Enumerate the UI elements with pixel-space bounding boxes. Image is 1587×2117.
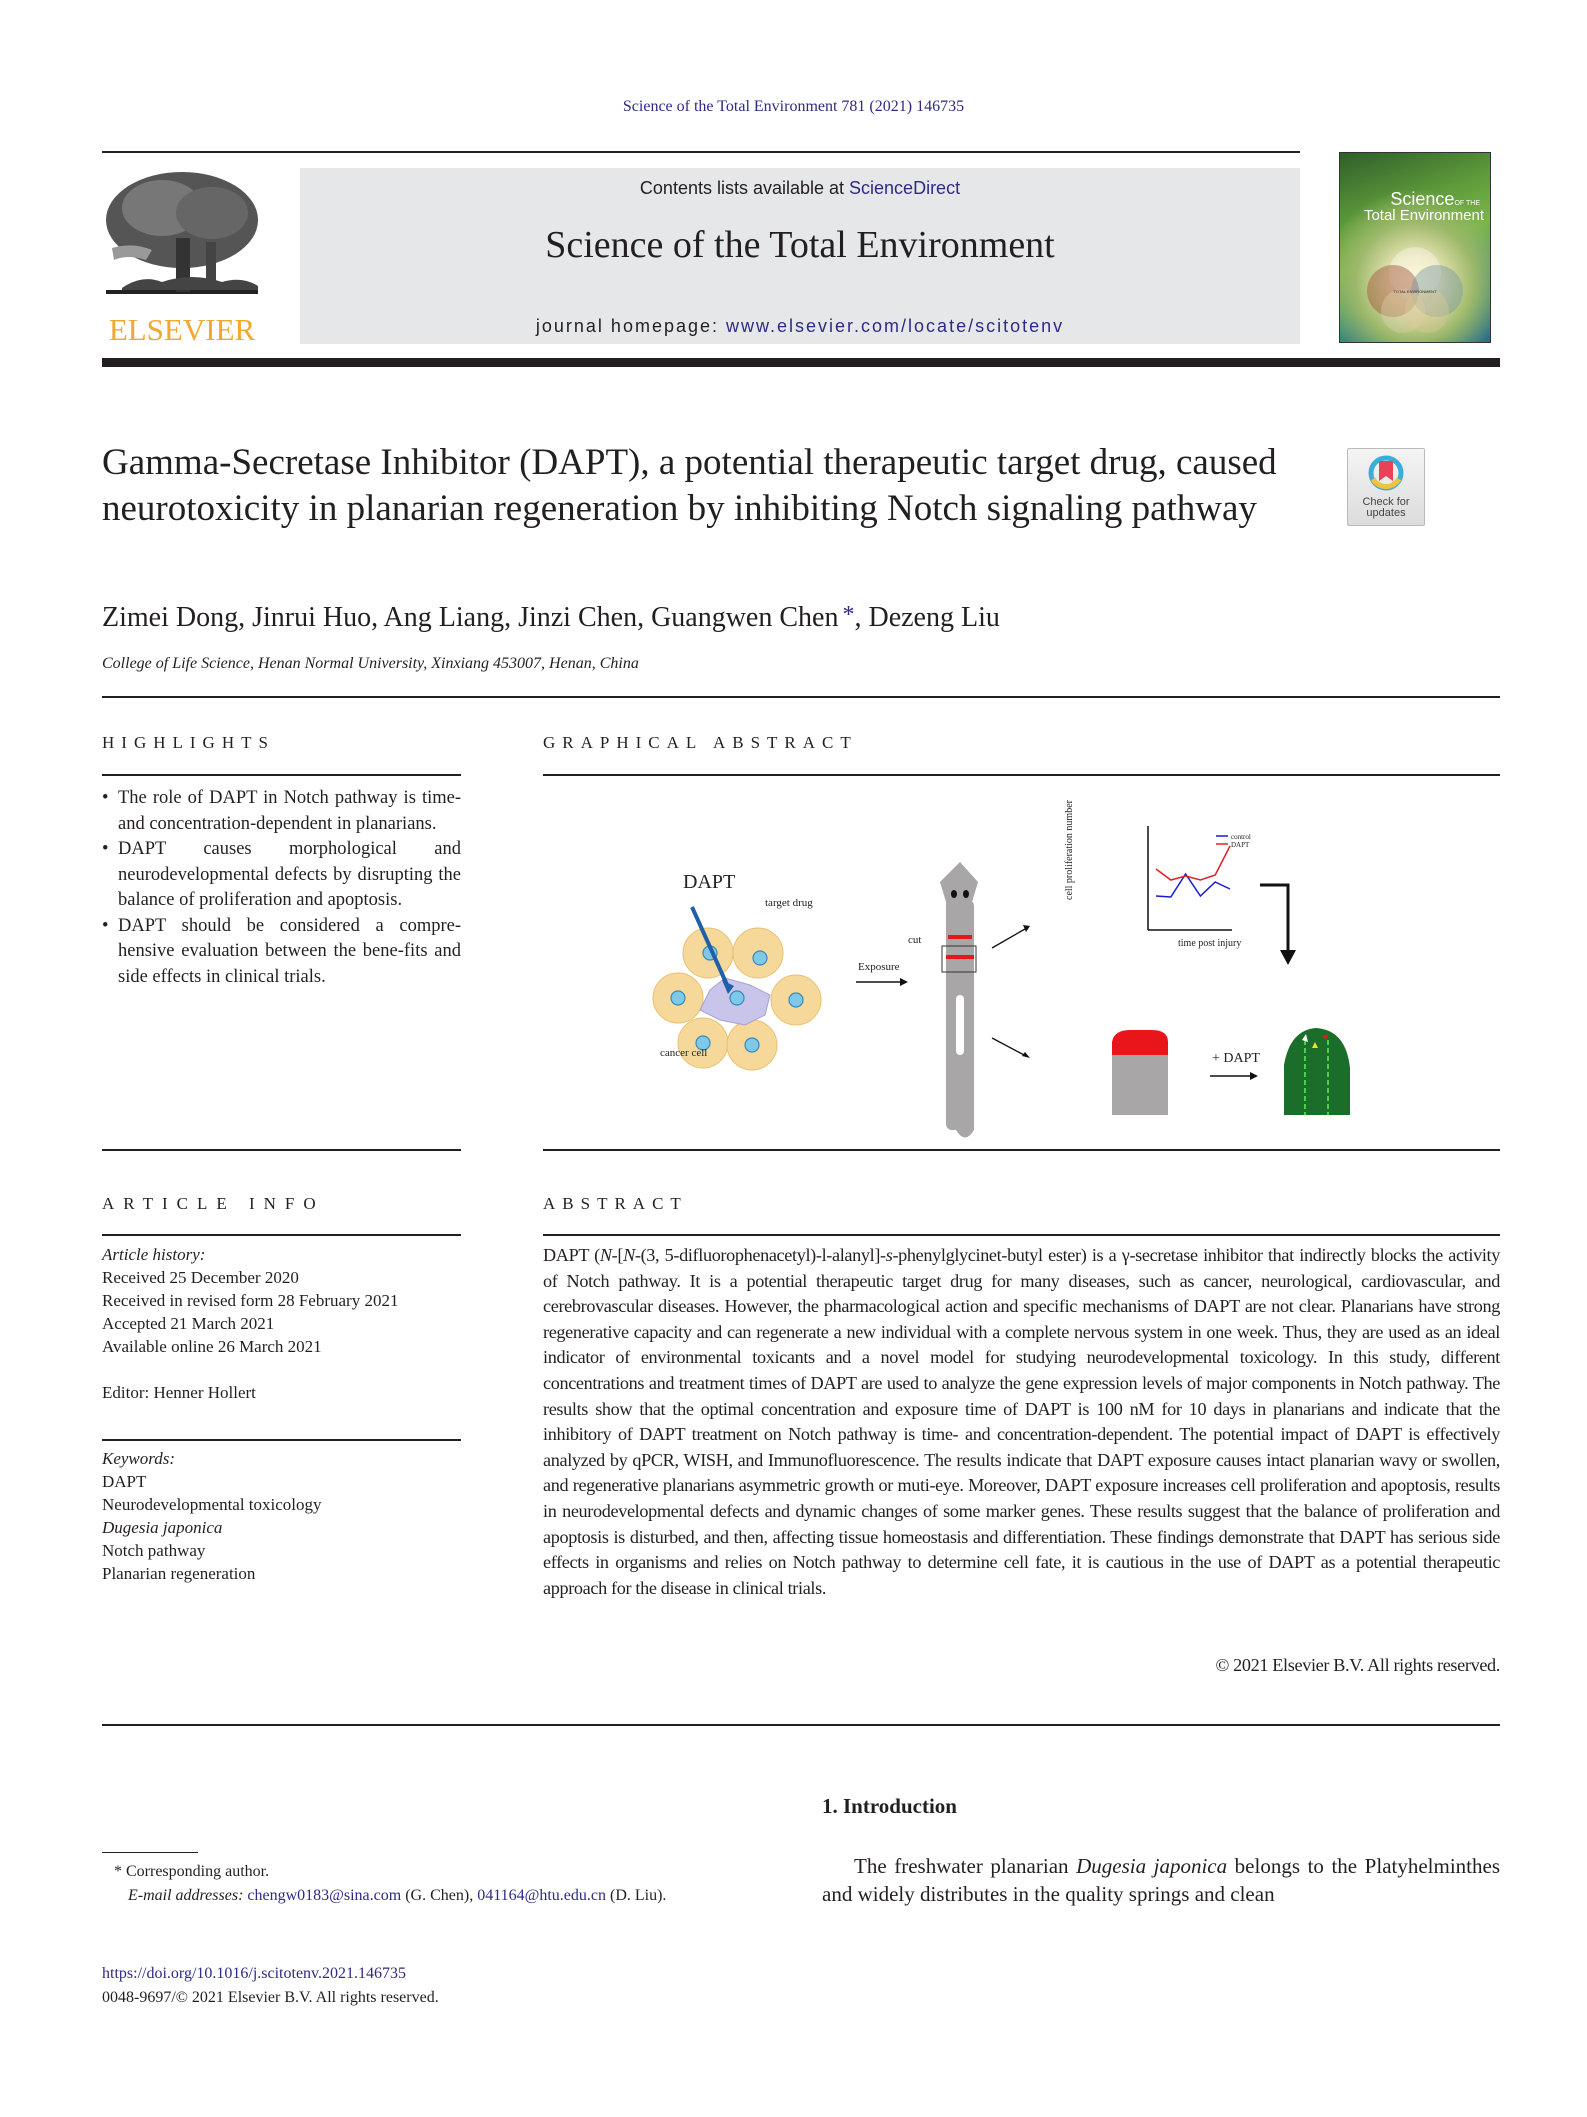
corresponding-author-label: Corresponding author. — [126, 1863, 270, 1880]
highlights-rule — [102, 774, 461, 776]
contents-prefix: Contents lists available at — [639, 178, 850, 198]
legend-control: control — [1231, 833, 1251, 841]
arrow-to-fragment-icon — [992, 1038, 1026, 1056]
doi-link[interactable]: https://doi.org/10.1016/j.scitotenv.2021.146735 — [102, 1965, 406, 1982]
highlight-item: • DAPT should be considered a compre-hensive evaluation between the bene-fits and side effects in clinical trials. — [102, 915, 461, 987]
graphical-abstract-rule — [543, 774, 1500, 776]
corresponding-author-footnote: * Corresponding author. E-mail addresses: chengw0183@sina.com (G. Chen), 041164@htu.edu.cn (D. Liu). — [114, 1863, 667, 1904]
abstract-text: DAPT (N-[N-(3, 5-difluorophenacetyl)-l-alanyl]-s-phenylglycinet-butyl ester) is a γ-secretase inhibitor that indirectly blocks the activity of Notch pathway. It is a potential therapeutic target drug for many diseases, such as cancer, neurological, cardiovascular, and cerebrovascular diseases. However, the pharmacological action and specific mechanisms of DAPT are not clear. Planarians have strong regenerative capacity and can regenerate a new individual with a complete nervous system in one week. Thus, they are used as an ideal indicator of environmental toxicants and a novel model for studying neurodevelopmental toxicology. In this study, different concentrations and treatment times of DAPT are used to analyze the gene expression levels of major components in Notch pathway. The results show that the optimal concentration and exposure time of DAPT is 100 nM for 10 days in planarians and indicate that the inhibitory of DAPT treatment on Notch pathway is time- and concentration-dependent. The potential impact of DAPT is effectively analyzed by qPCR, WISH, and Immunofluorescence. The results indicate that DAPT exposure causes intact planarian wavy or swollen, and regenerative planarians asymmetric growth or muti-eye. Moreover, DAPT exposure increases cell proliferation and apoptosis, results in neurodevelopmental defects and dynamic changes of some marker genes. These results suggest that the balance of proliferation and apoptosis is disturbed, and then, affecting tissue homeostasis and differentiation. These findings demonstrate that DAPT has serious side effects in organisms and relies on Notch pathway to determine cell fate, it is cautious in the use of DAPT as a potential therapeutic approach for the disease in clinical trials. — [543, 1245, 1500, 1598]
bullet-icon: • — [102, 788, 109, 808]
planarian-illustration — [940, 862, 978, 1138]
authors-text: Zimei Dong, Jinrui Huo, Ang Liang, Jinzi Chen, Guangwen Chen — [102, 602, 839, 633]
revised-date: Received in revised form 28 February 2021 — [102, 1291, 399, 1310]
sciencedirect-link[interactable]: ScienceDirect — [849, 178, 961, 198]
accepted-date: Accepted 21 March 2021 — [102, 1314, 275, 1333]
keyword: DAPT — [102, 1472, 147, 1491]
graphical-abstract-figure[interactable] — [600, 790, 1480, 1140]
header-rule — [102, 151, 1300, 153]
keywords-label: Keywords: — [102, 1449, 176, 1468]
front-matter-end-rule — [102, 1724, 1500, 1726]
article-info-rule — [102, 1234, 461, 1236]
elsevier-wordmark: ELSEVIER — [108, 312, 256, 344]
journal-homepage-line — [300, 316, 1300, 337]
email-label: E-mail addresses: — [128, 1887, 244, 1904]
contents-available-line — [300, 178, 1300, 199]
journal-citation-link[interactable]: Science of the Total Environment 781 (2021) 146735 — [622, 98, 965, 115]
section-rule — [102, 696, 1500, 698]
homepage-prefix: journal homepage: — [535, 316, 726, 336]
introduction-heading: 1. Introduction — [822, 1794, 957, 1818]
regenerating-fragment-illustration — [1112, 1030, 1168, 1115]
chart-x-label: time post injury — [1178, 938, 1242, 949]
doi-block — [102, 1962, 439, 2010]
email-link-chen[interactable]: chengw0183@sina.com — [247, 1887, 402, 1904]
elbow-arrow-icon — [1260, 885, 1288, 960]
check-for-updates-button[interactable] — [1347, 448, 1425, 526]
affiliation: College of Life Science, Henan Normal University, Xinxiang 453007, Henan, China — [102, 655, 639, 672]
highlights-end-rule — [102, 1149, 461, 1151]
cover-title-science: ScienceOF THE — [1390, 189, 1480, 209]
cancer-cells-illustration — [653, 907, 821, 1070]
svg-text:TOTAL ENVIRONMENT: TOTAL ENVIRONMENT — [1393, 289, 1437, 294]
introduction-text: The freshwater planarian Dugesia japonica belongs to the Platyhelminthes and widely distributes in the quality springs and clean — [822, 1854, 1501, 1906]
online-date: Available online 26 March 2021 — [102, 1337, 322, 1356]
editor: Editor: Henner Hollert — [102, 1383, 256, 1402]
check-for-updates-label: Check for updates — [1362, 496, 1410, 519]
corresponding-author-mark[interactable]: * — [842, 602, 855, 628]
highlights-heading: HIGHLIGHTS — [102, 733, 275, 752]
elsevier-tree-icon — [102, 168, 262, 344]
keyword: Notch pathway — [102, 1541, 206, 1560]
abstract-copyright: © 2021 Elsevier B.V. All rights reserved. — [1215, 1655, 1500, 1675]
header-thick-rule — [102, 358, 1500, 367]
journal-cover-image[interactable] — [1339, 152, 1491, 343]
highlight-item: • The role of DAPT in Notch pathway is time- and concentration-dependent in planarians. — [102, 788, 461, 834]
article-title: Gamma-Secretase Inhibitor (DAPT), a potential therapeutic target drug, caused neurotoxicity in planarian regeneration by inhibiting Notch signaling pathway — [102, 442, 1277, 529]
abstract-heading: ABSTRACT — [543, 1194, 688, 1213]
cover-venn-diagram-icon — [1365, 243, 1465, 333]
highlight-item: • DAPT causes morphological and neurodevelopmental defects by disrupting the balance of proliferation and apoptosis. — [102, 839, 461, 910]
ga-label-dapt: DAPT — [683, 871, 736, 893]
history-label: Article history: — [102, 1245, 206, 1264]
graphical-abstract-heading: GRAPHICAL ABSTRACT — [543, 733, 858, 752]
legend-dapt: DAPT — [1231, 841, 1250, 849]
email-link-liu[interactable]: 041164@htu.edu.cn — [477, 1887, 606, 1904]
arrow-to-chart-icon — [992, 929, 1025, 948]
footnote-rule — [102, 1852, 198, 1853]
keyword: Neurodevelopmental toxicology — [102, 1495, 322, 1514]
immunofluorescence-image — [1284, 1028, 1350, 1115]
chart-y-label: cell proliferation number — [1064, 800, 1075, 900]
bullet-icon: • — [102, 839, 109, 859]
ga-label-cancer-cell: cancer cell — [660, 1047, 708, 1059]
author-list — [102, 602, 1000, 634]
journal-name: Science of the Total Environment — [545, 224, 1055, 266]
abstract-rule — [543, 1234, 1500, 1236]
bullet-icon: • — [102, 915, 109, 936]
ga-label-target-drug: target drug — [765, 897, 813, 909]
keyword: Planarian regeneration — [102, 1564, 256, 1583]
cell-proliferation-chart — [1064, 799, 1251, 949]
graphical-abstract-end-rule — [543, 1149, 1500, 1151]
ga-label-exposure: Exposure — [858, 961, 900, 973]
ga-label-plus-dapt: + DAPT — [1212, 1051, 1260, 1066]
issn-copyright: 0048-9697/© 2021 Elsevier B.V. All rights reserved. — [102, 1989, 439, 2006]
article-history — [102, 1243, 461, 1404]
article-info-heading: ARTICLE INFO — [102, 1194, 325, 1213]
ga-label-cut: cut — [908, 934, 922, 946]
authors-text-last: , Dezeng Liu — [854, 602, 1000, 633]
keyword: Dugesia japonica — [102, 1518, 223, 1537]
cover-title-total-environment: Total Environment — [1363, 207, 1484, 224]
crossmark-icon — [1368, 453, 1404, 493]
series-line-dapt — [1156, 846, 1230, 880]
received-date: Received 25 December 2020 — [102, 1268, 299, 1287]
footnote-mark: * — [114, 1863, 122, 1880]
highlights-list — [102, 786, 461, 990]
keywords-list — [102, 1447, 461, 1585]
keywords-rule — [102, 1439, 461, 1441]
journal-homepage-link[interactable]: www.elsevier.com/locate/scitotenv — [726, 316, 1065, 336]
journal-masthead — [300, 168, 1300, 344]
elsevier-logo[interactable] — [102, 168, 262, 344]
